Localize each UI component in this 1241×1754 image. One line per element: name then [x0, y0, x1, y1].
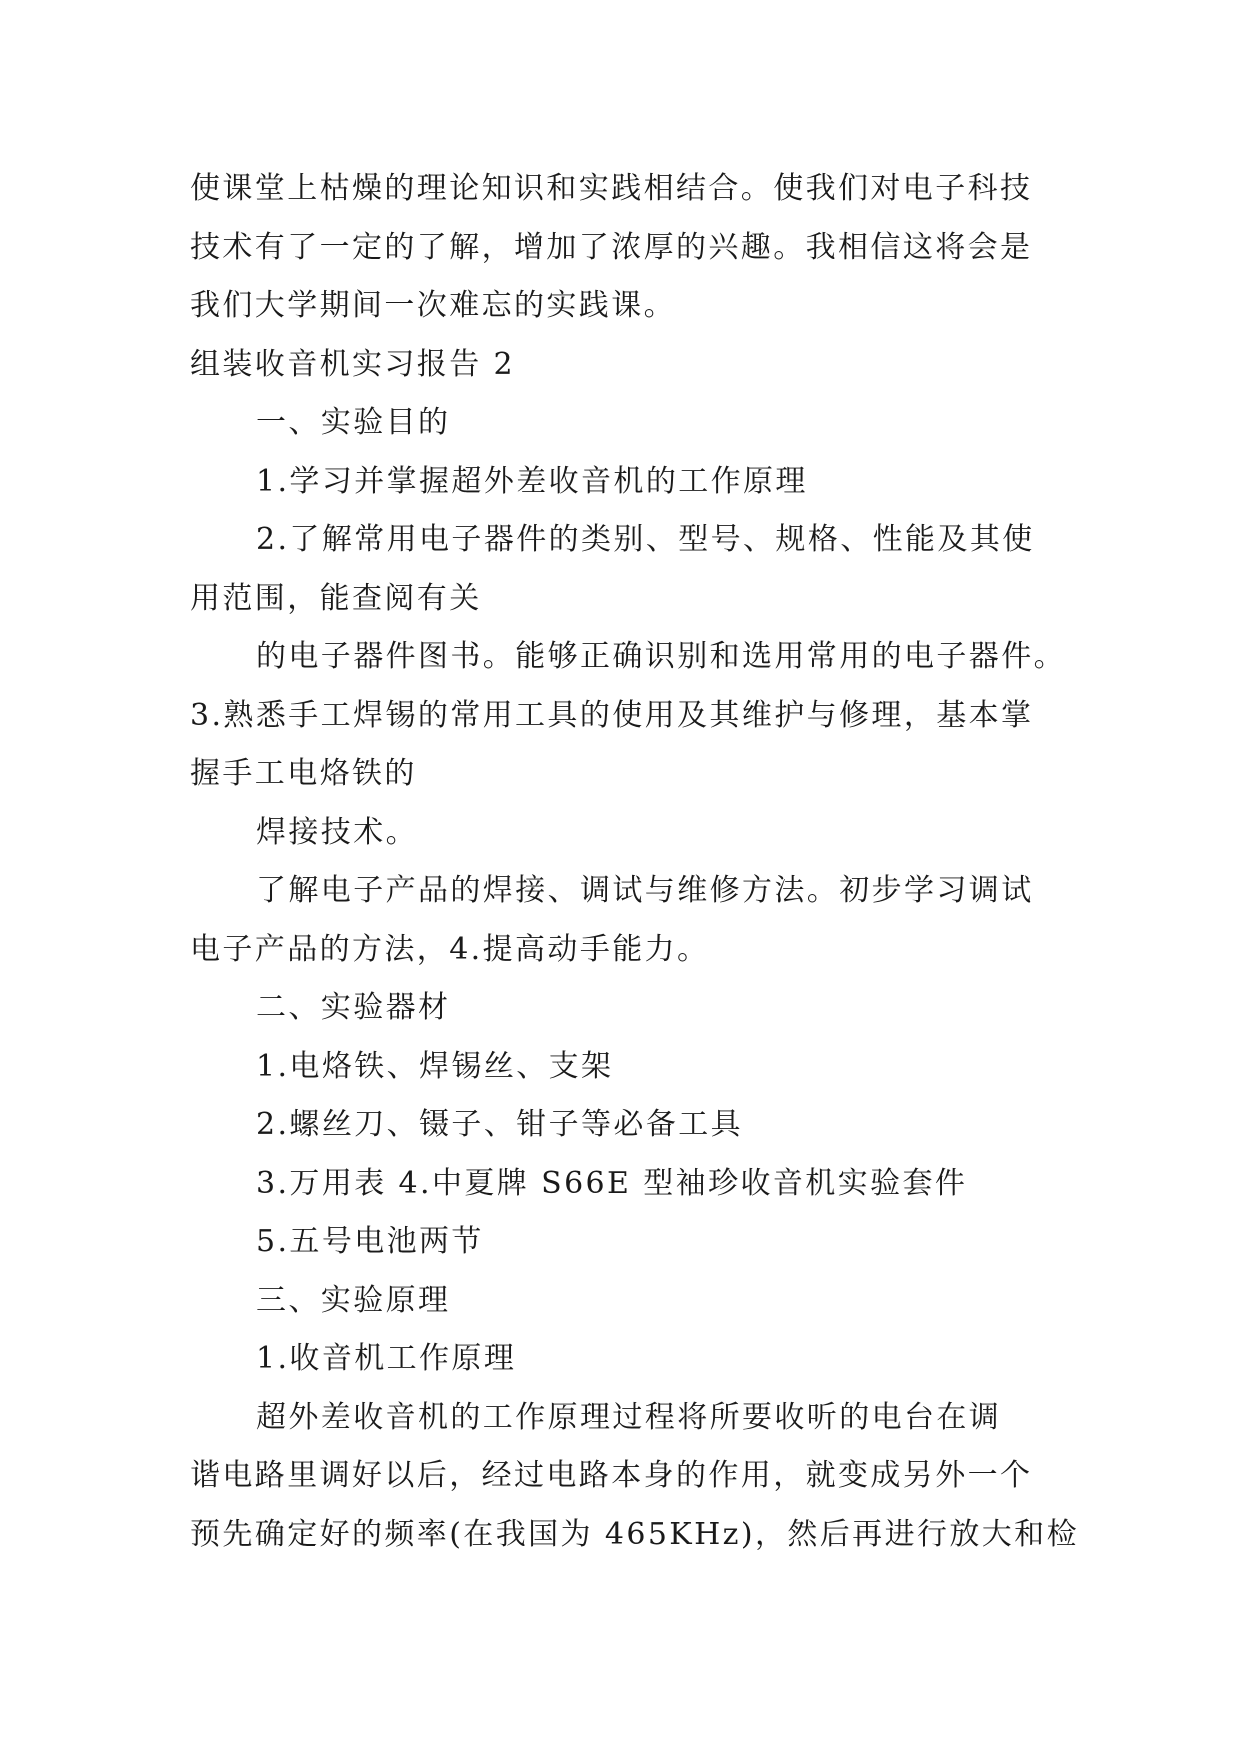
section-heading: 二、实验器材: [256, 990, 451, 1025]
list-item: 3.万用表 4.中夏牌 S66E 型袖珍收音机实验套件: [256, 1165, 968, 1201]
text-line: 握手工电烙铁的: [190, 756, 417, 791]
document-body: [190, 160, 1079, 1564]
text-line: 用范围，能查阅有关: [190, 580, 482, 616]
text-line: 谐电路里调好以后，经过电路本身的作用，就变成另外一个: [190, 1458, 1033, 1493]
list-item: 3.熟悉手工焊锡的常用工具的使用及其维护与修理，基本掌: [190, 697, 1034, 733]
section-heading: 三、实验原理: [256, 1282, 451, 1318]
text-line: 电子产品的方法，4.提高动手能力。: [190, 931, 710, 967]
list-item: 1.电烙铁、焊锡丝、支架: [256, 1048, 614, 1084]
list-item: 1.收音机工作原理: [256, 1341, 517, 1376]
text-line: 预先确定好的频率(在我国为 465KHz)，然后再进行放大和检: [190, 1516, 1079, 1552]
list-item: 2.螺丝刀、镊子、钳子等必备工具: [256, 1107, 744, 1142]
text-line: 的电子器件图书。能够正确识别和选用常用的电子器件。: [256, 639, 1066, 674]
text-line: 使课堂上枯燥的理论知识和实践相结合。使我们对电子科技: [190, 171, 1033, 206]
list-item: 1.学习并掌握超外差收音机的工作原理: [256, 463, 808, 499]
section-heading: 一、实验目的: [256, 405, 451, 440]
list-item: 5.五号电池两节: [256, 1224, 484, 1259]
list-item: 2.了解常用电子器件的类别、型号、规格、性能及其使: [256, 522, 1035, 557]
text-line: 技术有了一定的了解，增加了浓厚的兴趣。我相信这将会是: [190, 229, 1033, 265]
text-line: 超外差收音机的工作原理过程将所要收听的电台在调: [256, 1399, 1002, 1435]
text-line: 焊接技术。: [256, 814, 418, 850]
text-line: 我们大学期间一次难忘的实践课。: [190, 288, 676, 323]
report-title: 组装收音机实习报告 2: [190, 346, 516, 382]
text-line: 了解电子产品的焊接、调试与维修方法。初步学习调试: [256, 873, 1034, 908]
